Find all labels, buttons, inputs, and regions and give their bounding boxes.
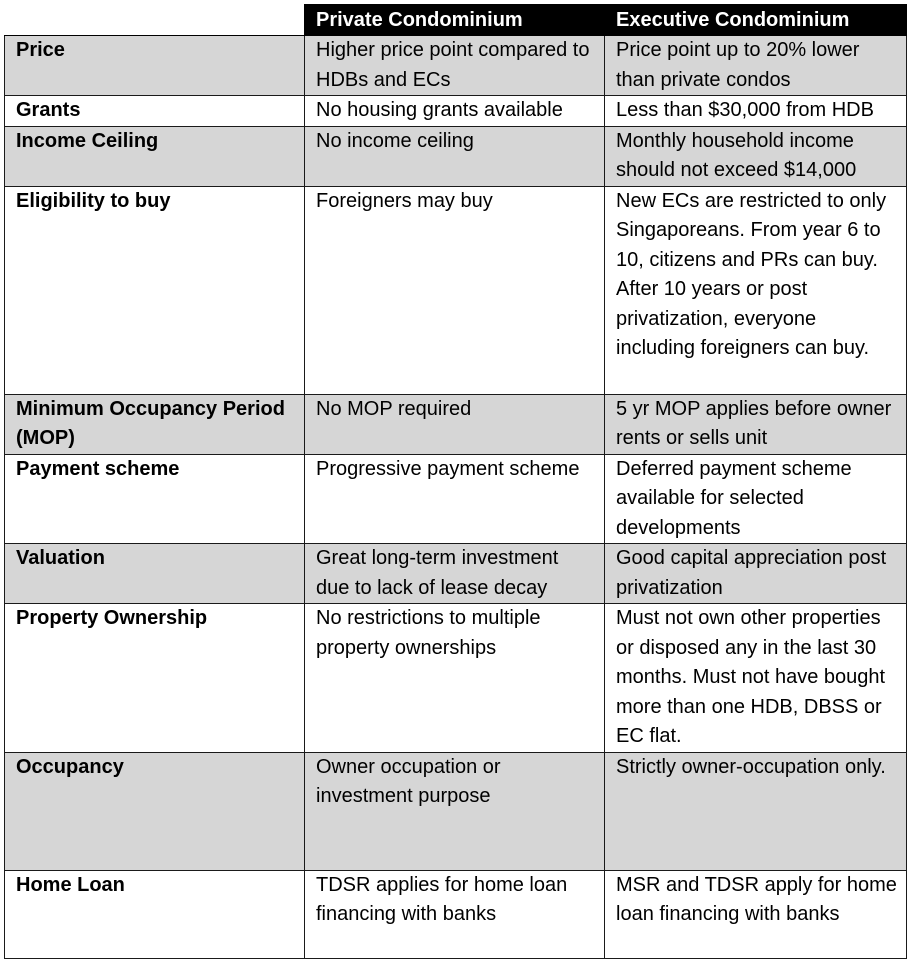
header-empty-cell	[5, 5, 305, 36]
row-valuation	[5, 544, 907, 604]
row-occupancy	[5, 752, 907, 870]
executive-cell: Must not own other properties or disposed any in the last 30 months. Must not have bought more than one HDB, DBSS or EC flat.	[605, 604, 907, 753]
executive-cell: 5 yr MOP applies before owner rents or sells unit	[605, 394, 907, 454]
row-grants	[5, 96, 907, 127]
row-label: Price	[5, 36, 305, 96]
header-row	[5, 5, 907, 36]
executive-cell: Price point up to 20% lower than private condos	[605, 36, 907, 96]
row-income-ceiling	[5, 126, 907, 186]
executive-cell: MSR and TDSR apply for home loan financing with banks	[605, 870, 907, 958]
executive-cell: Less than $30,000 from HDB	[605, 96, 907, 127]
row-label: Valuation	[5, 544, 305, 604]
private-cell: Great long-term investment due to lack of lease decay	[305, 544, 605, 604]
row-eligibility-to-buy	[5, 186, 907, 394]
private-cell: No restrictions to multiple property ownerships	[305, 604, 605, 753]
row-label: Minimum Occupancy Period (MOP)	[5, 394, 305, 454]
private-cell: TDSR applies for home loan financing with banks	[305, 870, 605, 958]
row-minimum-occupancy-period	[5, 394, 907, 454]
private-cell: Higher price point compared to HDBs and ECs	[305, 36, 605, 96]
executive-cell: New ECs are restricted to only Singaporeans. From year 6 to 10, citizens and PRs can buy. After 10 years or post privatization, everyone including foreigners can buy.	[605, 186, 907, 394]
row-property-ownership	[5, 604, 907, 753]
private-cell: Progressive payment scheme	[305, 454, 605, 544]
row-price	[5, 36, 907, 96]
comparison-table	[4, 4, 907, 959]
executive-cell: Strictly owner-occupation only.	[605, 752, 907, 870]
row-label: Payment scheme	[5, 454, 305, 544]
private-cell: Owner occupation or investment purpose	[305, 752, 605, 870]
row-label: Occupancy	[5, 752, 305, 870]
private-cell: No income ceiling	[305, 126, 605, 186]
row-label: Eligibility to buy	[5, 186, 305, 394]
executive-cell: Monthly household income should not exceed $14,000	[605, 126, 907, 186]
header-private-condominium: Private Condominium	[305, 5, 605, 36]
row-label: Income Ceiling	[5, 126, 305, 186]
private-cell: No housing grants available	[305, 96, 605, 127]
row-label: Grants	[5, 96, 305, 127]
header-executive-condominium: Executive Condominium	[605, 5, 907, 36]
private-cell: No MOP required	[305, 394, 605, 454]
row-label: Home Loan	[5, 870, 305, 958]
row-label: Property Ownership	[5, 604, 305, 753]
executive-cell: Deferred payment scheme available for selected developments	[605, 454, 907, 544]
executive-cell: Good capital appreciation post privatization	[605, 544, 907, 604]
row-home-loan	[5, 870, 907, 958]
private-cell: Foreigners may buy	[305, 186, 605, 394]
row-payment-scheme	[5, 454, 907, 544]
